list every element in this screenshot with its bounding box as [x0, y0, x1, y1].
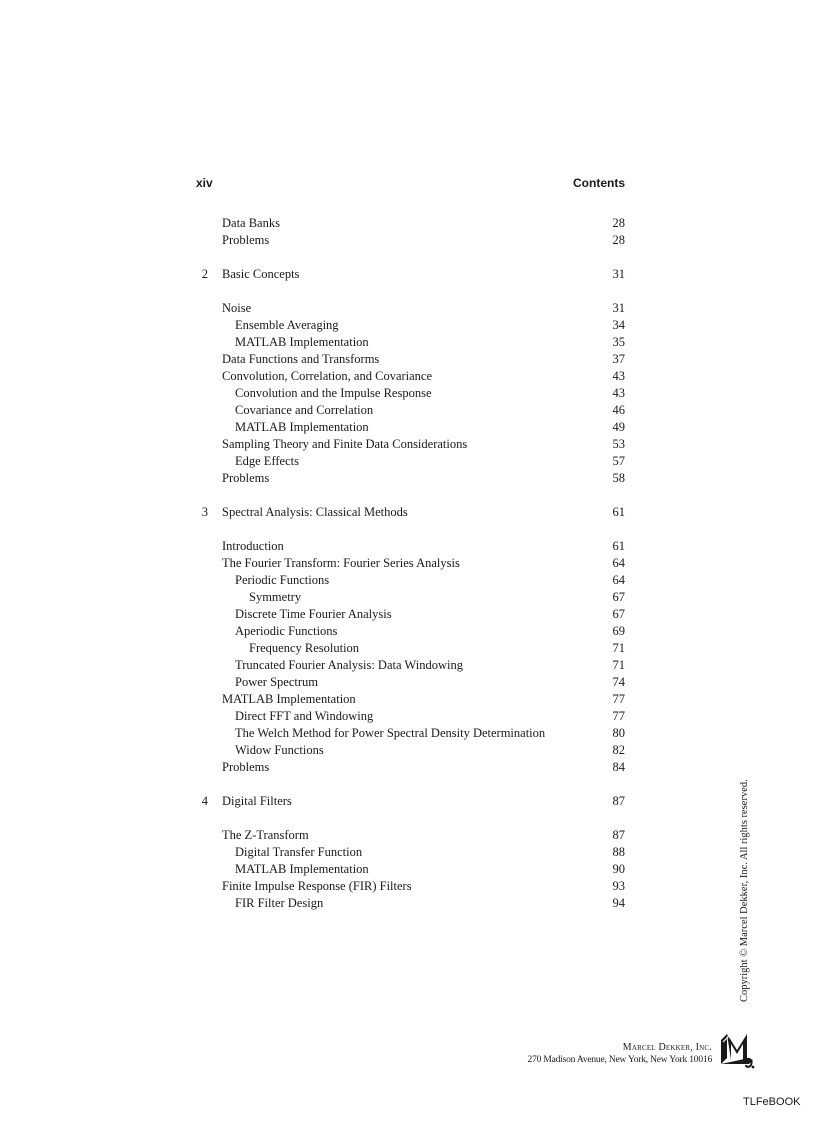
toc-entry-title: MATLAB Implementation [235, 335, 369, 349]
toc-spacer [196, 810, 625, 827]
toc-page-number: 28 [612, 216, 625, 230]
toc-page-number: 57 [612, 454, 625, 468]
toc-entry [196, 572, 625, 589]
toc-entry [196, 334, 625, 351]
copyright-notice [739, 779, 759, 1002]
table-of-contents [196, 215, 625, 912]
toc-page-number: 77 [612, 709, 625, 723]
toc-entry [196, 317, 625, 334]
publisher-address: 270 Madison Avenue, New York, New York 10016 [527, 1055, 712, 1065]
toc-page-number: 87 [612, 828, 625, 842]
toc-entry [196, 657, 625, 674]
toc-entry [196, 895, 625, 912]
toc-page-number: 64 [612, 556, 625, 570]
toc-chapter-entry [196, 793, 625, 810]
toc-entry-title: Introduction [222, 539, 284, 553]
toc-entry [196, 844, 625, 861]
toc-page-number: 69 [612, 624, 625, 638]
toc-page-number: 35 [612, 335, 625, 349]
toc-page-number: 34 [612, 318, 625, 332]
toc-entry-title: The Fourier Transform: Fourier Series Analysis [222, 556, 460, 570]
toc-page-number: 71 [612, 658, 625, 672]
toc-entry-title: Covariance and Correlation [235, 403, 374, 417]
toc-entry [196, 674, 625, 691]
toc-entry [196, 402, 625, 419]
toc-entry-title: Problems [222, 471, 270, 485]
toc-entry-title: MATLAB Implementation [222, 692, 356, 706]
toc-entry [196, 215, 625, 232]
toc-entry-title: The Welch Method for Power Spectral Density Determination [235, 726, 546, 740]
toc-entry [196, 708, 625, 725]
toc-entry-title: Discrete Time Fourier Analysis [235, 607, 392, 621]
toc-page-number: 67 [612, 607, 625, 621]
toc-page-number: 43 [612, 369, 625, 383]
toc-entry [196, 759, 625, 776]
toc-page-number: 61 [612, 539, 625, 553]
toc-page-number: 31 [612, 301, 625, 315]
toc-page-number: 82 [612, 743, 625, 757]
toc-entry-title: Problems [222, 760, 270, 774]
toc-entry-title: MATLAB Implementation [235, 420, 369, 434]
toc-entry-title: Aperiodic Functions [235, 624, 338, 638]
publisher-imprint [500, 1041, 712, 1067]
toc-entry-title: Digital Filters [222, 794, 292, 808]
toc-page-number: 87 [612, 794, 625, 808]
toc-entry-title: Data Banks [222, 216, 280, 230]
toc-entry [196, 623, 625, 640]
toc-entry [196, 606, 625, 623]
toc-entry [196, 555, 625, 572]
toc-page-number: 53 [612, 437, 625, 451]
toc-entry-title: Data Functions and Transforms [222, 352, 380, 366]
toc-page-number: 71 [612, 641, 625, 655]
toc-spacer [196, 249, 625, 266]
publisher-logo-icon [715, 1030, 757, 1070]
toc-page-number: 31 [612, 267, 625, 281]
toc-entry-title: Digital Transfer Function [235, 845, 363, 859]
toc-entry [196, 640, 625, 657]
chapter-number: 4 [201, 794, 208, 808]
toc-page-number: 49 [612, 420, 625, 434]
toc-entry [196, 725, 625, 742]
toc-chapter-entry [196, 266, 625, 283]
toc-entry [196, 368, 625, 385]
toc-entry [196, 878, 625, 895]
toc-page-number: 88 [612, 845, 625, 859]
section-title: Contents [573, 176, 625, 190]
toc-entry [196, 453, 625, 470]
toc-entry-title: Symmetry [249, 590, 302, 604]
toc-spacer [196, 521, 625, 538]
copyright-text: Copyright © Marcel Dekker, Inc. All rights reserved. [739, 779, 750, 1002]
toc-entry-title: MATLAB Implementation [235, 862, 369, 876]
publisher-name: Marcel Dekker, Inc. [622, 1042, 712, 1053]
toc-entry-title: The Z-Transform [222, 828, 309, 842]
chapter-number: 3 [201, 505, 208, 519]
toc-page-number: 46 [612, 403, 625, 417]
toc-page-number: 93 [612, 879, 625, 893]
toc-entry-title: Problems [222, 233, 270, 247]
toc-page-number: 43 [612, 386, 625, 400]
toc-page-number: 58 [612, 471, 625, 485]
toc-spacer [196, 487, 625, 504]
toc-entry-title: Convolution, Correlation, and Covariance [222, 369, 433, 383]
toc-spacer [196, 776, 625, 793]
page-number: xiv [196, 176, 213, 190]
toc-entry-title: Periodic Functions [235, 573, 330, 587]
toc-entry [196, 470, 625, 487]
toc-entry [196, 861, 625, 878]
toc-entry [196, 385, 625, 402]
toc-entry-title: Noise [222, 301, 252, 315]
toc-entry-title: Edge Effects [235, 454, 299, 468]
toc-entry [196, 436, 625, 453]
toc-page-number: 64 [612, 573, 625, 587]
toc-page-number: 37 [612, 352, 625, 366]
toc-page-number: 90 [612, 862, 625, 876]
toc-entry [196, 742, 625, 759]
toc-entry [196, 351, 625, 368]
toc-entry-title: Truncated Fourier Analysis: Data Windowing [235, 658, 463, 672]
chapter-number: 2 [201, 267, 208, 281]
toc-chapter-entry [196, 504, 625, 521]
toc-page-number: 28 [612, 233, 625, 247]
toc-entry [196, 300, 625, 317]
running-head [196, 176, 625, 192]
toc-entry-title: Power Spectrum [235, 675, 318, 689]
toc-entry-title: Ensemble Averaging [235, 318, 339, 332]
toc-page-number: 74 [612, 675, 625, 689]
watermark-text: TLFeBOOK [743, 1096, 801, 1108]
toc-page-number: 67 [612, 590, 625, 604]
toc-page-number: 77 [612, 692, 625, 706]
toc-entry [196, 589, 625, 606]
toc-entry-title: FIR Filter Design [235, 896, 324, 910]
toc-page-number: 80 [612, 726, 625, 740]
toc-entry [196, 538, 625, 555]
toc-entry-title: Sampling Theory and Finite Data Considerations [222, 437, 468, 451]
toc-spacer [196, 283, 625, 300]
toc-entry-title: Widow Functions [235, 743, 324, 757]
toc-entry-title: Convolution and the Impulse Response [235, 386, 432, 400]
toc-entry-title: Basic Concepts [222, 267, 300, 281]
toc-page-number: 84 [612, 760, 625, 774]
toc-entry-title: Finite Impulse Response (FIR) Filters [222, 879, 412, 893]
toc-entry [196, 232, 625, 249]
toc-entry [196, 691, 625, 708]
toc-entry-title: Spectral Analysis: Classical Methods [222, 505, 408, 519]
toc-page-number: 61 [612, 505, 625, 519]
toc-entry [196, 419, 625, 436]
toc-entry-title: Direct FFT and Windowing [235, 709, 374, 723]
toc-page-number: 94 [612, 896, 625, 910]
toc-entry-title: Frequency Resolution [249, 641, 360, 655]
toc-entry [196, 827, 625, 844]
